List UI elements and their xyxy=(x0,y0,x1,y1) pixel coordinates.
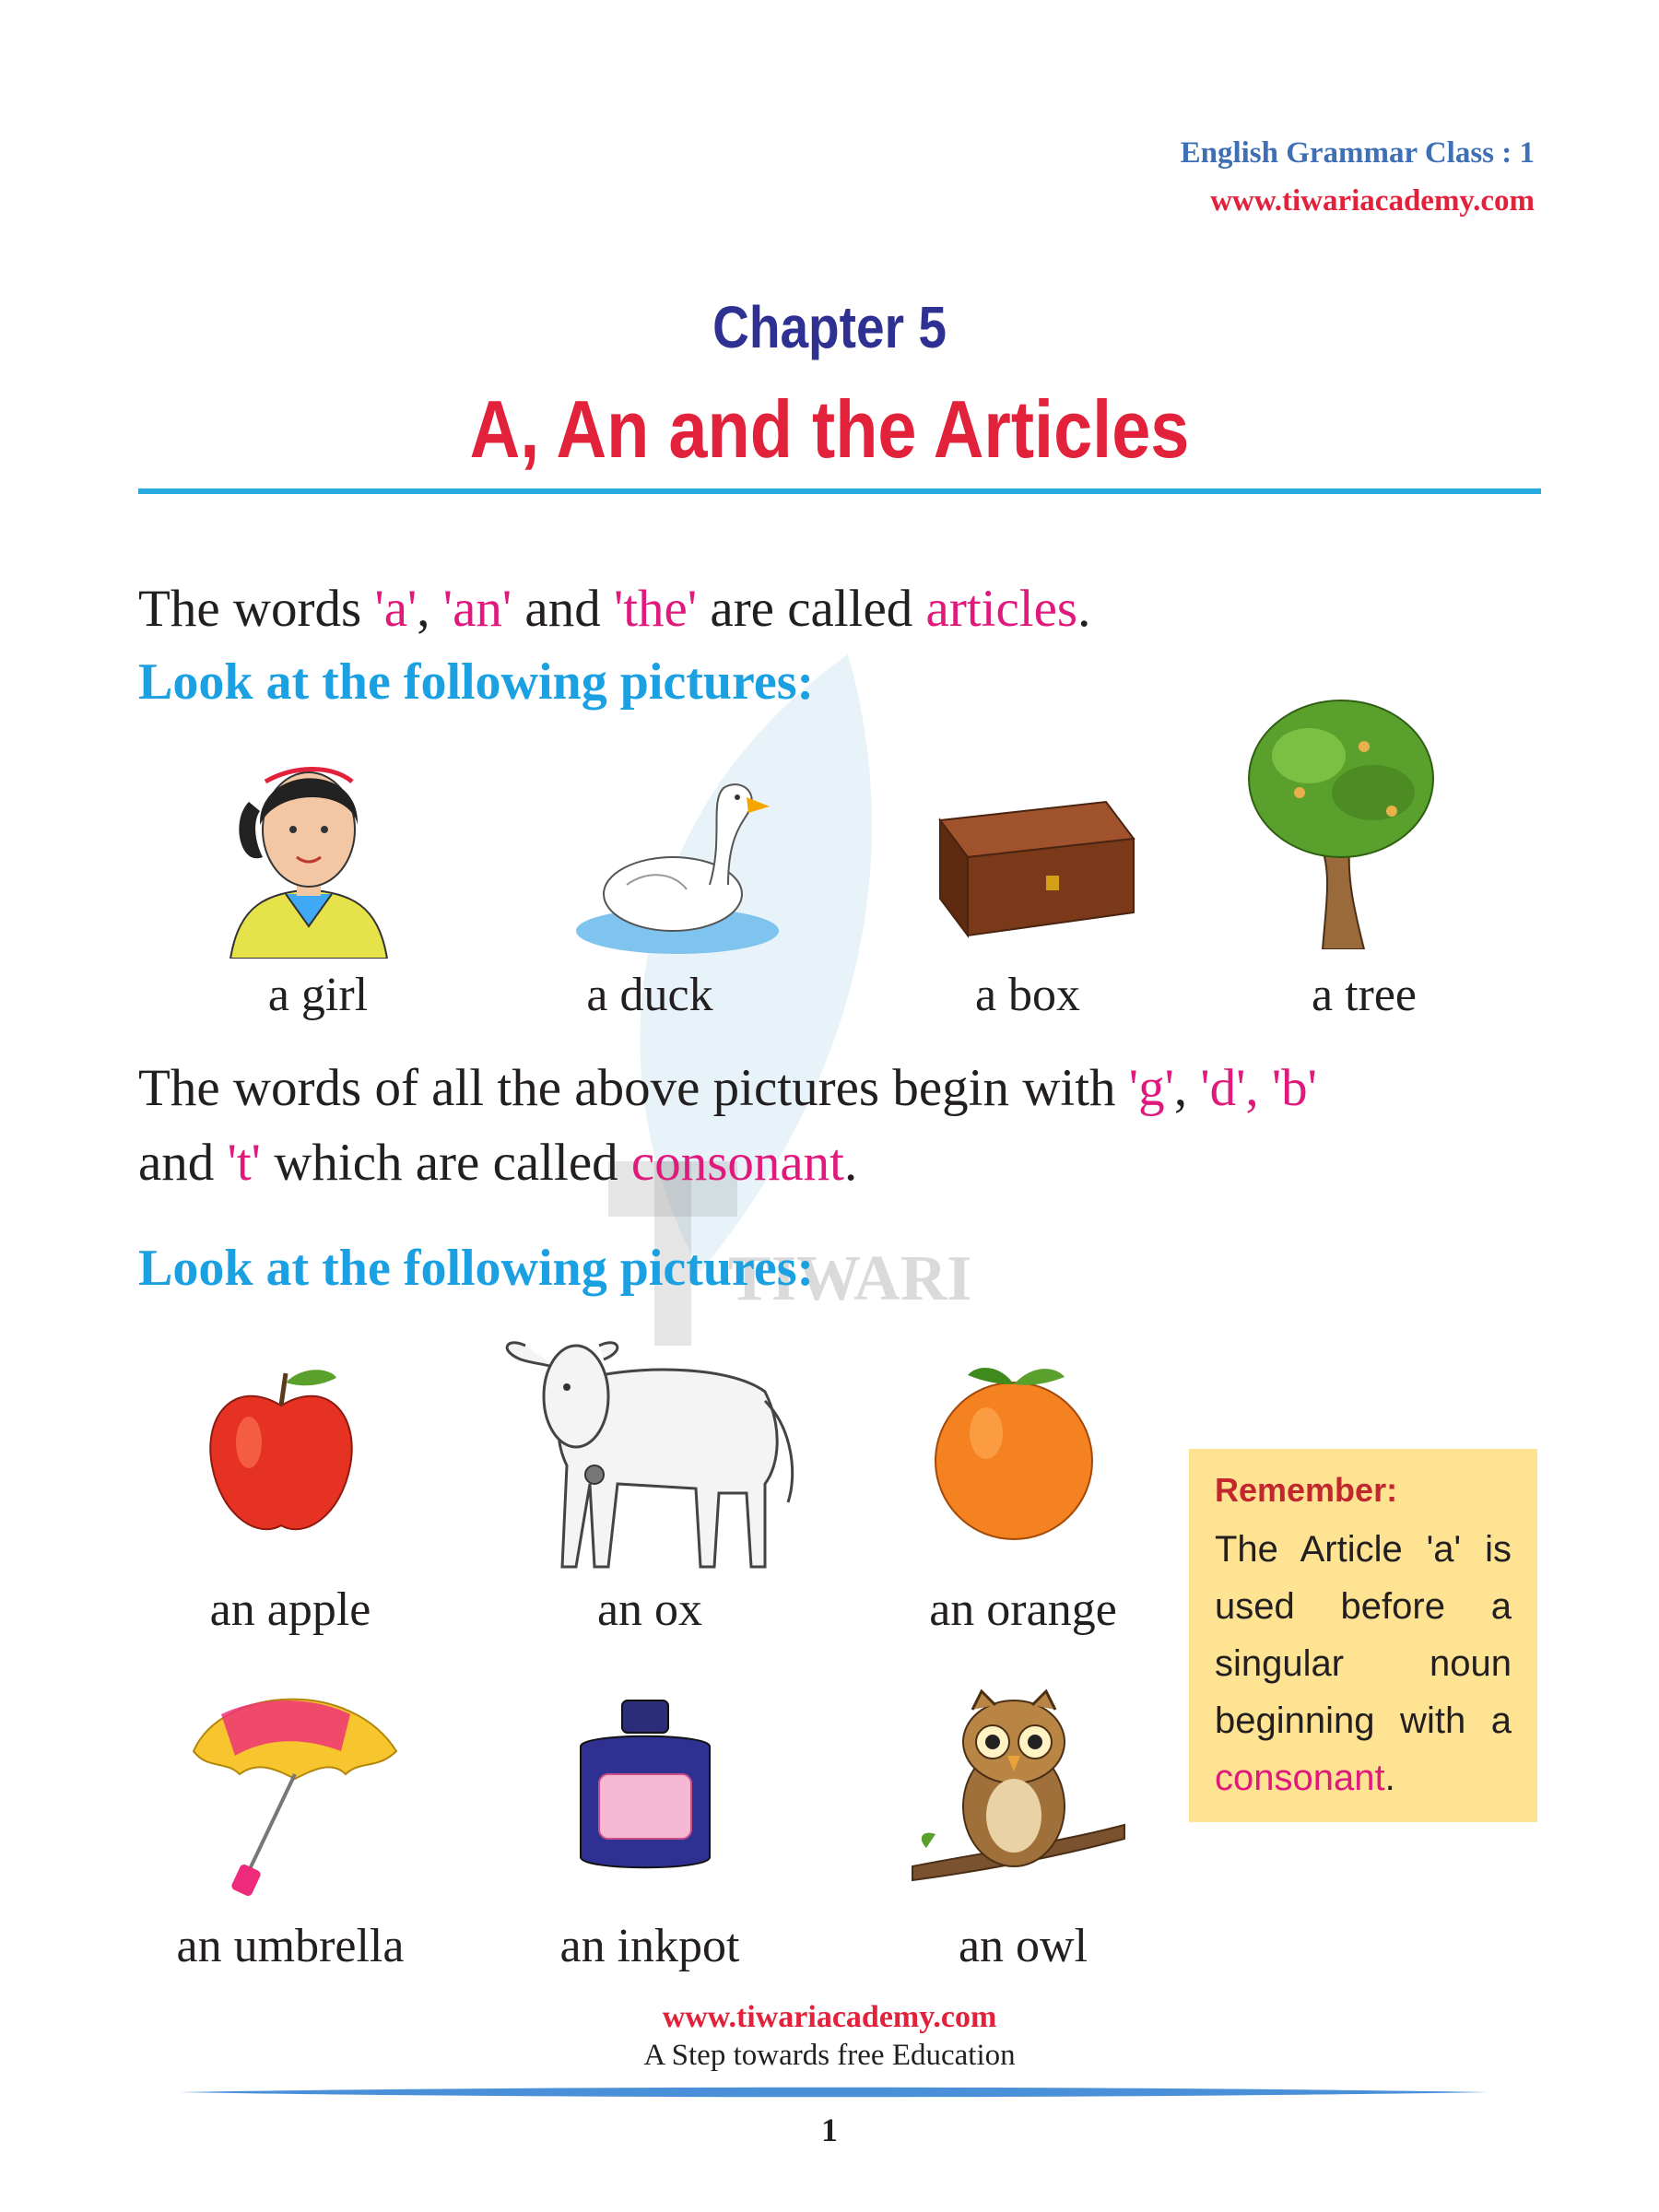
letter-g: 'g' xyxy=(1128,1059,1174,1117)
caption-girl: a girl xyxy=(267,969,369,1021)
remember-period: . xyxy=(1384,1758,1395,1798)
remember-highlight: consonant xyxy=(1215,1758,1385,1798)
apple-icon xyxy=(198,1359,364,1544)
consonant-and: and xyxy=(138,1134,228,1192)
owl-icon xyxy=(908,1687,1129,1899)
caption-owl: an owl xyxy=(958,1920,1088,1972)
intro-comma: , xyxy=(417,580,443,638)
consonant-comma: , xyxy=(1173,1059,1201,1117)
footer-tagline: A Step towards free Education xyxy=(643,2039,1016,2072)
intro-called: are called xyxy=(697,580,926,638)
caption-orange: an orange xyxy=(929,1583,1117,1636)
look-heading-1: Look at the following pictures: xyxy=(138,653,815,711)
header-class: English Grammar Class : 1 xyxy=(1180,136,1535,170)
intro-period: . xyxy=(1077,580,1091,638)
chapter-label: Chapter 5 xyxy=(712,294,947,360)
box-icon xyxy=(922,783,1143,940)
consonant-paragraph-line1 xyxy=(138,1059,1317,1117)
word-consonant: consonant xyxy=(630,1134,845,1192)
duck-icon xyxy=(571,765,783,959)
word-a: 'a' xyxy=(374,580,418,638)
letters-d-b: 'd', 'b' xyxy=(1200,1059,1317,1117)
intro-and: and xyxy=(512,580,614,638)
caption-duck: a duck xyxy=(586,969,713,1021)
caption-tree: a tree xyxy=(1311,969,1417,1021)
consonant-called: which are called xyxy=(260,1134,631,1192)
footer-divider xyxy=(180,2086,1488,2099)
remember-title: Remember: xyxy=(1215,1471,1398,1509)
girl-icon xyxy=(212,737,406,959)
word-articles: articles xyxy=(925,580,1078,638)
ox-icon xyxy=(488,1309,802,1576)
caption-ox: an ox xyxy=(596,1583,703,1636)
caption-inkpot: an inkpot xyxy=(559,1920,740,1972)
caption-box: a box xyxy=(974,969,1081,1021)
consonant-paragraph-line2 xyxy=(138,1134,858,1192)
caption-umbrella: an umbrella xyxy=(176,1920,405,1972)
tree-icon xyxy=(1244,691,1438,949)
consonant-period: . xyxy=(844,1134,858,1192)
caption-apple: an apple xyxy=(209,1583,371,1636)
page-number: 1 xyxy=(821,2112,838,2148)
remember-text xyxy=(1215,1521,1512,1806)
watermark-text: TIWARI xyxy=(728,1243,972,1314)
letter-t: 't' xyxy=(227,1134,261,1192)
header-url: www.tiwariacademy.com xyxy=(1210,184,1535,218)
footer-url: www.tiwariacademy.com xyxy=(662,2000,997,2034)
title-divider xyxy=(138,488,1541,494)
umbrella-icon xyxy=(184,1687,406,1899)
remember-body: The Article 'a' is used before a singular noun beginning with a xyxy=(1215,1529,1512,1741)
word-the: 'the' xyxy=(613,580,698,638)
intro-paragraph xyxy=(138,580,1091,638)
consonant-text: The words of all the above pictures begin with xyxy=(138,1059,1129,1117)
remember-box xyxy=(1189,1449,1537,1822)
inkpot-icon xyxy=(562,1691,728,1876)
intro-text: The words xyxy=(138,580,375,638)
look-heading-2: Look at the following pictures: xyxy=(138,1240,815,1297)
word-an: 'an' xyxy=(442,580,512,638)
chapter-title: A, An and the Articles xyxy=(469,383,1190,475)
orange-icon xyxy=(926,1355,1101,1548)
